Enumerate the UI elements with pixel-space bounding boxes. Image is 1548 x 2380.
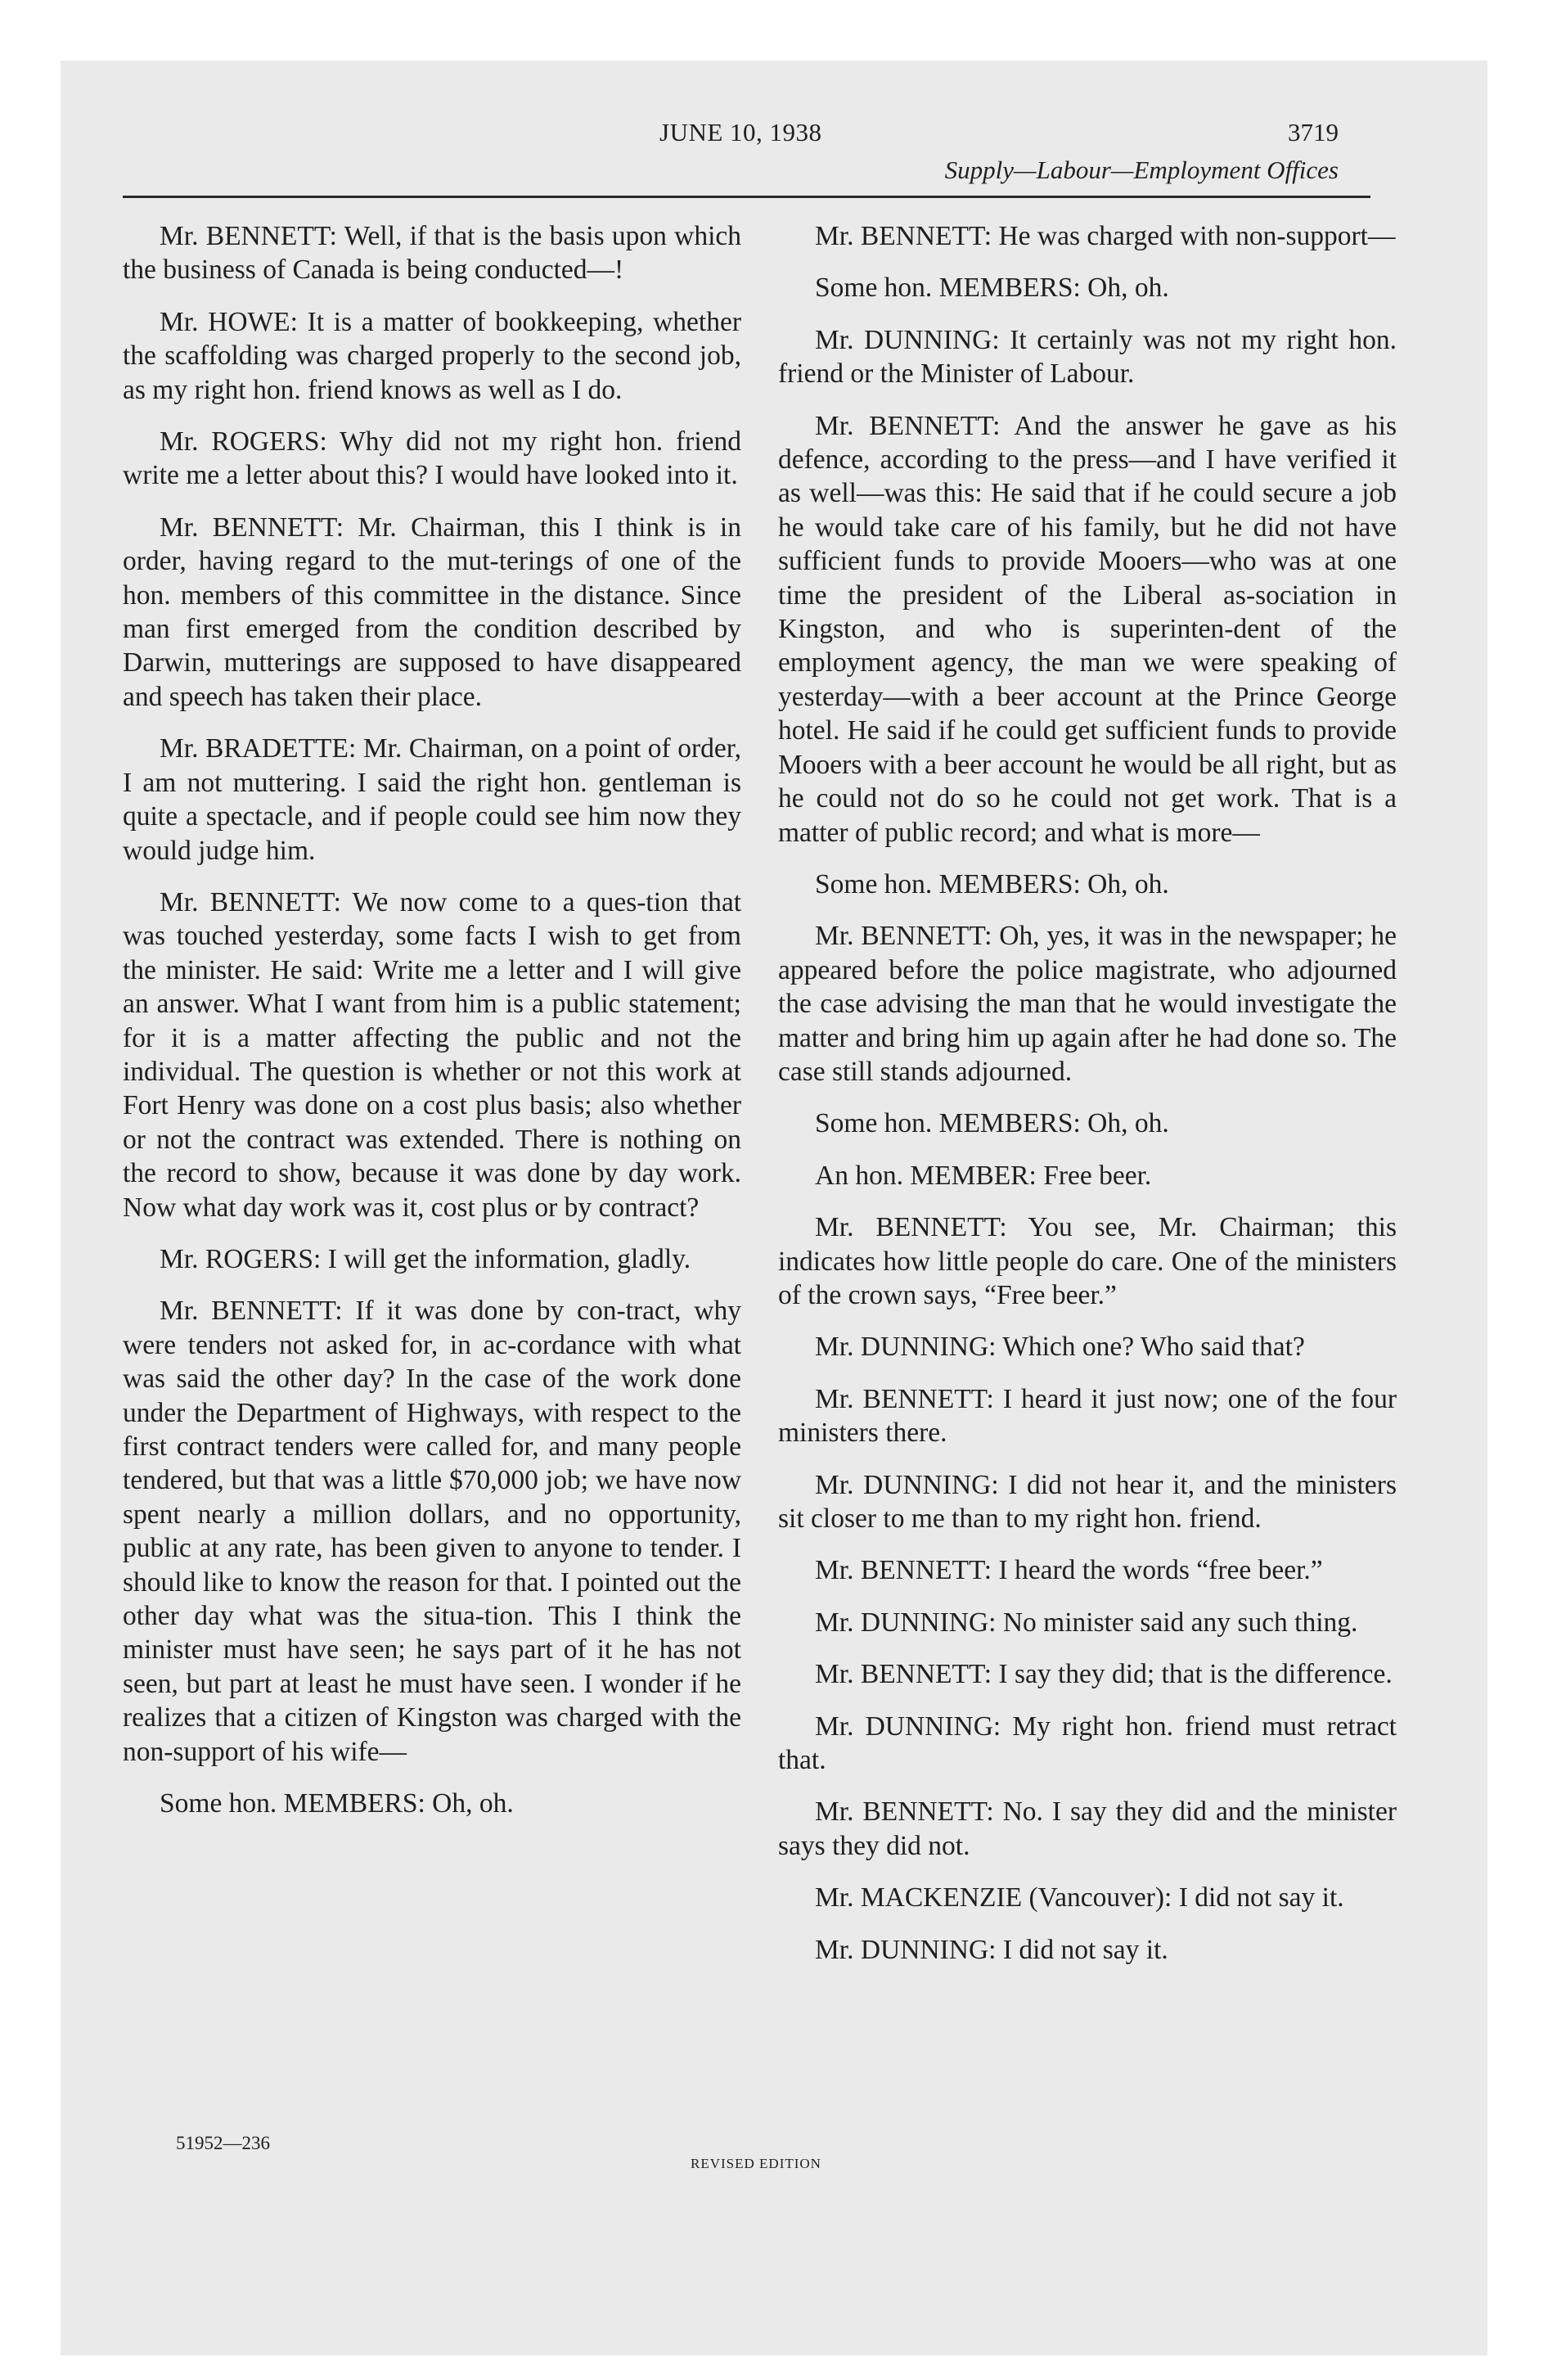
- page-number: 3719: [1288, 118, 1339, 146]
- paragraph: Mr. BENNETT: You see, Mr. Chairman; this indicates how little people do care. One of the ministers of the crown says, “Free beer.”: [778, 1212, 1397, 1310]
- paragraph: Mr. BENNETT: I heard the words “free beer.”: [815, 1555, 1323, 1586]
- paragraph: An hon. MEMBER: Free beer.: [815, 1160, 1152, 1191]
- header-date: JUNE 10, 1938: [659, 118, 822, 146]
- paragraph: Mr. MACKENZIE (Vancouver): I did not say it.: [815, 1882, 1344, 1913]
- paragraph: Mr. DUNNING: I did not say it.: [815, 1934, 1168, 1965]
- paragraph: Mr. BENNETT: I say they did; that is the difference.: [815, 1659, 1393, 1690]
- paragraph: Mr. BRADETTE: Mr. Chairman, on a point of order, I am not muttering. I said the right hon. gentleman is quite a spectacle, and if people could see him now they would judge him.: [123, 733, 741, 866]
- paragraph: Mr. BENNETT: Mr. Chairman, this I think is in order, having regard to the mut-terings of one of the hon. members of this committee in the distance. Since man first emerged from the condition described by Darwin, mutterings are supposed to have disappeared and speech has taken their place.: [123, 512, 741, 712]
- paragraph: Mr. ROGERS: Why did not my right hon. friend write me a letter about this? I would have looked into it.: [123, 426, 741, 491]
- paragraph: Mr. BENNETT: No. I say they did and the minister says they did not.: [778, 1796, 1397, 1861]
- paragraph: Mr. BENNETT: And the answer he gave as his defence, according to the press—and I have verified it as well—was this: He said that if he could secure a job he would take care of his family, but he did not have sufficient funds to provide Mooers—who was at one time the president of the Liberal as-sociation in Kingston, and who is superinten-dent of the employment agency, the man we were speaking of yesterday—with a beer account at the Prince George hotel. He said if he could get sufficient funds to provide Mooers with a beer account he would be all right, but as he could not do so he could not get work. That is a matter of public record; and what is more—: [778, 410, 1397, 848]
- paragraph: Mr. BENNETT: Well, if that is the basis upon which the business of Canada is being conducted—!: [123, 221, 741, 286]
- paragraph: Some hon. MEMBERS: Oh, oh.: [815, 868, 1169, 899]
- header-subtitle: Supply—Labour—Employment Offices: [944, 156, 1339, 184]
- paragraph: Mr. DUNNING: I did not hear it, and the ministers sit closer to me than to my right hon. friend.: [778, 1469, 1397, 1534]
- paragraph: Mr. DUNNING: Which one? Who said that?: [815, 1332, 1305, 1363]
- header-rule: [123, 196, 1370, 198]
- paragraph: Mr. BENNETT: I heard it just now; one of the four ministers there.: [778, 1383, 1397, 1449]
- paragraph: Mr. DUNNING: My right hon. friend must retract that.: [778, 1711, 1397, 1776]
- paragraph: Mr. BENNETT: We now come to a ques-tion that was touched yesterday, some facts I wish to get from the minister. He said: Write me a letter and I will give an answer. What I want from him is a public statement; for it is a matter affecting the public and not the individual. The question is whether or not this work at Fort Henry was done on a cost plus basis; also whether or not the contract was extended. There is nothing on the record to show, because it was done by day work. Now what day work was it, cost plus or by contract?: [123, 886, 741, 1223]
- paragraph: Mr. ROGERS: I will get the information, gladly.: [160, 1243, 691, 1274]
- paragraph: Some hon. MEMBERS: Oh, oh.: [815, 273, 1169, 304]
- paragraph: Mr. DUNNING: No minister said any such thing.: [815, 1607, 1358, 1638]
- paragraph: Mr. HOWE: It is a matter of bookkeeping, whether the scaffolding was charged properly to the second job, as my right hon. friend knows as well as I do.: [123, 306, 741, 405]
- paragraph: Mr. DUNNING: It certainly was not my right hon. friend or the Minister of Labour.: [778, 324, 1397, 390]
- footer-edition: REVISED EDITION: [691, 2156, 821, 2171]
- paragraph: Mr. BENNETT: Oh, yes, it was in the newspaper; he appeared before the police magistrate, who adjourned the case advising the man that he would investigate the matter and bring him up again after he had done so. The case still stands adjourned.: [778, 921, 1397, 1087]
- paragraph: Mr. BENNETT: He was charged with non-support—: [815, 221, 1396, 251]
- footer-code: 51952—236: [176, 2133, 270, 2153]
- right-column: [778, 219, 1397, 1985]
- paragraph: Mr. BENNETT: If it was done by con-tract, why were tenders not asked for, in ac-cordance with what was said the other day? In the case of the work done under the Department of Highways, with respect to the first contract tenders were called for, and many people tendered, but that was a little $70,000 job; we have now spent nearly a million dollars, and no opportunity, public at any rate, has been given to anyone to tender. I should like to know the reason for that. I pointed out the other day what was the situa-tion. This I think the minister must have seen; he says part of it he has not seen, but part at least he must have seen. I wonder if he realizes that a citizen of Kingston was charged with the non-support of his wife—: [123, 1296, 741, 1767]
- left-column: [123, 219, 741, 1838]
- paragraph: Some hon. MEMBERS: Oh, oh.: [815, 1108, 1169, 1139]
- paragraph: Some hon. MEMBERS: Oh, oh.: [160, 1788, 514, 1819]
